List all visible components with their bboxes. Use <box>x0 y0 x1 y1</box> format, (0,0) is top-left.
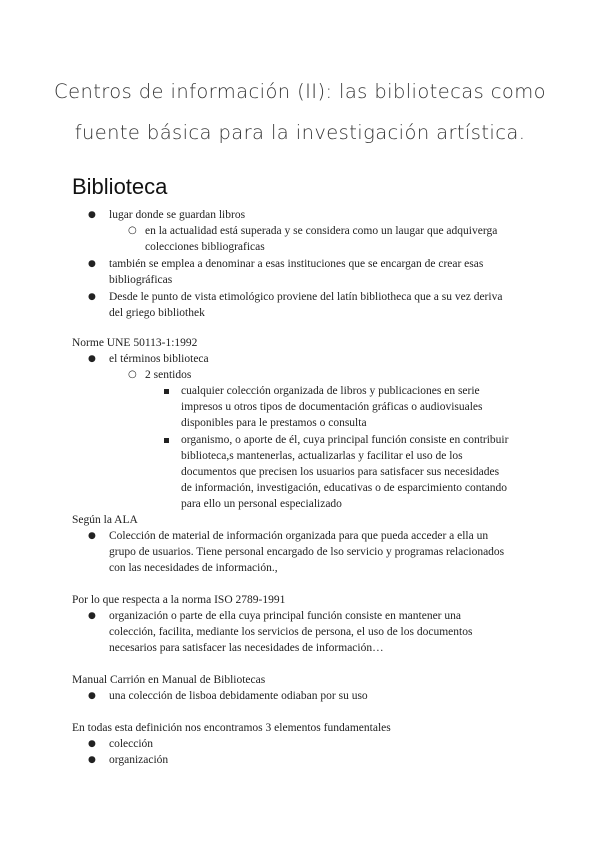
list-item: colección <box>109 738 154 750</box>
list-item-continued: disponibles para le prestamos o consulta <box>181 417 367 429</box>
bullet-disc-icon: ● <box>88 691 96 701</box>
bullet-disc-icon: ● <box>88 755 96 765</box>
list-item: organización o parte de ella cuya principal función consiste en mantener una <box>109 610 461 622</box>
list-item: organismo, o aporte de él, cuya principal función consiste en contribuir <box>181 434 509 446</box>
paragraph-heading: Según la ALA <box>72 514 138 526</box>
list-item: lugar donde se guardan libros <box>109 209 246 221</box>
paragraph-heading: Manual Carrión en Manual de Bibliotecas <box>72 674 266 686</box>
document-title-line-2: fuente básica para la investigación artística. <box>74 121 526 144</box>
section-heading: Biblioteca <box>72 174 168 199</box>
list-item-continued: colecciones bibliograficas <box>145 241 265 253</box>
list-item-continued: impresos u otros tipos de documentación gráficas o audiovisuales <box>181 401 483 413</box>
list-item-continued: para ello un personal especializado <box>181 498 342 510</box>
list-item: una colección de lisboa debidamente odiaban por su uso <box>109 690 368 702</box>
list-item: en la actualidad está superada y se considera como un laugar que adquiverga <box>145 225 498 237</box>
list-item-continued: biblioteca,s mantenerlas, actualizarlas y facilitar el uso de los <box>181 450 463 462</box>
list-item-continued: de información, investigación, educativas o de esparcimiento contando <box>181 482 508 494</box>
bullet-circle-icon: ○ <box>128 225 137 236</box>
list-item: Desde le punto de vista etimológico proviene del latín bibliotheca que a su vez deriva <box>109 291 503 303</box>
bullet-disc-icon: ● <box>88 611 96 621</box>
list-item: 2 sentidos <box>145 369 192 381</box>
list-item-continued: grupo de usuarios. Tiene personal encargado de lso servicio y programas relacionados <box>109 546 505 558</box>
paragraph-heading: Norme UNE 50113-1:1992 <box>72 337 198 349</box>
list-item-continued: bibliográficas <box>109 274 173 286</box>
paragraph-heading: En todas esta definición nos encontramos 3 elementos fundamentales <box>72 722 391 734</box>
list-item-continued: necesarios para satisfacer las necesidades de información… <box>109 642 384 654</box>
list-item: el términos biblioteca <box>109 353 209 365</box>
list-item: organización <box>109 754 169 766</box>
bullet-square-icon <box>164 438 169 443</box>
bullet-disc-icon: ● <box>88 259 96 269</box>
bullet-square-icon <box>164 389 169 394</box>
bullet-disc-icon: ● <box>88 292 96 302</box>
list-item-continued: colección, facilita, mediante los servicios de persona, el uso de los documentos <box>109 626 473 638</box>
list-item-continued: documentos que precisen los usuarios para satisfacer sus necesidades <box>181 466 500 478</box>
list-item: también se emplea a denominar a esas instituciones que se encargan de crear esas <box>109 258 484 270</box>
list-item: Colección de material de información organizada para que pueda acceder a ella un <box>109 530 489 542</box>
list-item: cualquier colección organizada de libros y publicaciones en serie <box>181 385 480 397</box>
list-item-continued: con las necesidades de información., <box>109 562 278 574</box>
paragraph-heading: Por lo que respecta a la norma ISO 2789-1991 <box>72 594 286 606</box>
bullet-circle-icon: ○ <box>128 369 137 380</box>
bullet-disc-icon: ● <box>88 354 96 364</box>
bullet-disc-icon: ● <box>88 531 96 541</box>
bullet-disc-icon: ● <box>88 210 96 220</box>
list-item-continued: del griego bibliothek <box>109 307 205 319</box>
bullet-disc-icon: ● <box>88 739 96 749</box>
document-title-line-1: Centros de información (II): las bibliotecas como <box>54 80 546 103</box>
